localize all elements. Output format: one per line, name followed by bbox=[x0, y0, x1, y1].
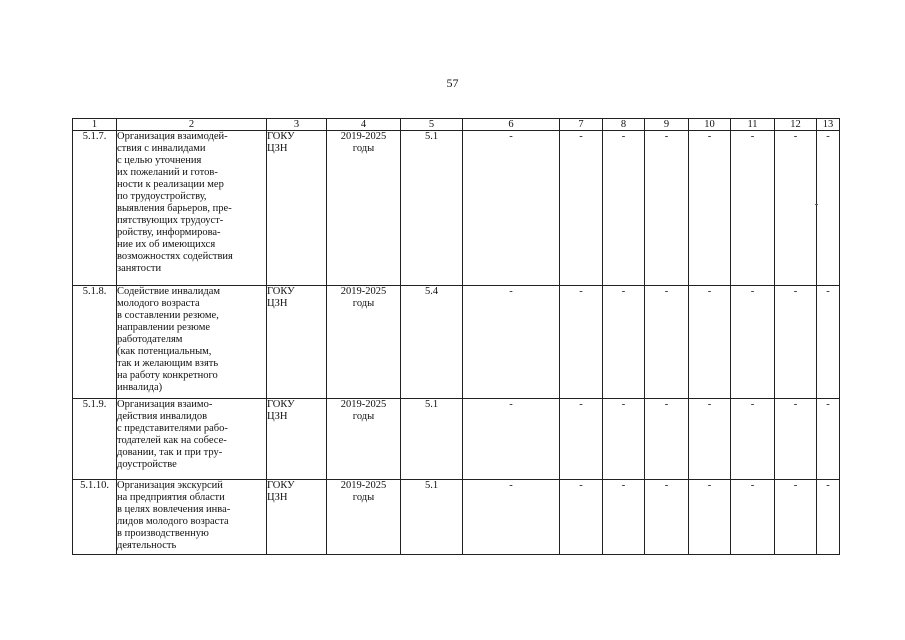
page-number: 57 bbox=[446, 76, 459, 90]
measure-name-line: на предприятия области bbox=[117, 492, 225, 503]
measure-name-line: ние их об имеющихся bbox=[117, 239, 216, 250]
measure-name-line: в составлении резюме, bbox=[117, 310, 219, 321]
measure-name bbox=[117, 131, 267, 286]
header-col-2: 2 bbox=[117, 119, 267, 131]
measures-table bbox=[72, 118, 840, 555]
row-number: 5.1.7. bbox=[73, 131, 117, 286]
executor bbox=[267, 286, 327, 399]
executor-line: ГОКУ bbox=[267, 286, 295, 297]
measure-name-line: молодого возраста bbox=[117, 298, 200, 309]
executor-line: ЦЗН bbox=[267, 492, 288, 503]
measure-name-line: Содействие инвалидам bbox=[117, 286, 221, 297]
measure-name-line: Организация взаимо- bbox=[117, 399, 213, 410]
measure-name-line: тодателей как на собесе- bbox=[117, 435, 227, 446]
period bbox=[327, 131, 401, 286]
value-cell: - bbox=[560, 131, 603, 286]
measure-name-line: по трудоустройству, bbox=[117, 191, 207, 202]
header-col-10: 10 bbox=[689, 119, 731, 131]
executor-line: ЦЗН bbox=[267, 143, 288, 154]
measure-name-line: доустройстве bbox=[117, 459, 177, 470]
measure-name-line: Организация взаимодей- bbox=[117, 131, 228, 142]
measure-name-line: занятости bbox=[117, 263, 162, 274]
value-cell: - bbox=[560, 480, 603, 555]
measure-name-line: ности к реализации мер bbox=[117, 179, 224, 190]
measure-name-line: выявления барьеров, пре- bbox=[117, 203, 232, 214]
value-cell: - bbox=[775, 399, 817, 480]
value-cell: - bbox=[560, 399, 603, 480]
measure-name-line: ствия с инвалидами bbox=[117, 143, 206, 154]
measure-name-line: Организация экскурсий bbox=[117, 480, 223, 491]
value-cell: - bbox=[463, 131, 560, 286]
executor-line: ГОКУ bbox=[267, 131, 295, 142]
value-cell: - bbox=[603, 399, 645, 480]
value-cell: - bbox=[689, 399, 731, 480]
header-col-11: 11 bbox=[731, 119, 775, 131]
executor-line: ЦЗН bbox=[267, 411, 288, 422]
table-row bbox=[73, 286, 840, 399]
period-line: 2019-2025 bbox=[340, 480, 387, 491]
measure-name-line: работодателям bbox=[117, 334, 183, 345]
header-col-1: 1 bbox=[73, 119, 117, 131]
header-col-3: 3 bbox=[267, 119, 327, 131]
value-cell: - bbox=[731, 286, 775, 399]
header-col-13: 13 bbox=[817, 119, 840, 131]
value-cell: - bbox=[689, 480, 731, 555]
value-cell: - bbox=[731, 480, 775, 555]
indicator-code: 5.1 bbox=[401, 399, 463, 480]
period-line: годы bbox=[352, 143, 375, 154]
header-col-12: 12 bbox=[775, 119, 817, 131]
row-number: 5.1.8. bbox=[73, 286, 117, 399]
value-cell: - bbox=[689, 131, 731, 286]
executor bbox=[267, 399, 327, 480]
period-line: 2019-2025 bbox=[340, 286, 387, 297]
value-cell: - bbox=[775, 480, 817, 555]
table-row bbox=[73, 131, 840, 286]
header-col-4: 4 bbox=[327, 119, 401, 131]
measure-name bbox=[117, 480, 267, 555]
measure-name-line: их пожеланий и готов- bbox=[117, 167, 218, 178]
executor bbox=[267, 480, 327, 555]
period-line: годы bbox=[352, 411, 375, 422]
value-cell: - bbox=[731, 131, 775, 286]
value-cell: - bbox=[731, 399, 775, 480]
value-cell: - bbox=[817, 286, 840, 399]
value-cell: - bbox=[645, 131, 689, 286]
executor-line: ГОКУ bbox=[267, 399, 295, 410]
indicator-code: 5.4 bbox=[401, 286, 463, 399]
measure-name-line: с целью уточнения bbox=[117, 155, 202, 166]
measure-name-line: лидов молодого возраста bbox=[117, 516, 229, 527]
period-line: 2019-2025 bbox=[340, 399, 387, 410]
value-cell: - bbox=[603, 131, 645, 286]
measure-name-line: в целях вовлечения инва- bbox=[117, 504, 231, 515]
executor bbox=[267, 131, 327, 286]
value-cell: - bbox=[463, 286, 560, 399]
measure-name-line: инвалида) bbox=[117, 382, 163, 393]
table-row bbox=[73, 480, 840, 555]
value-cell: - bbox=[463, 480, 560, 555]
measure-name bbox=[117, 286, 267, 399]
header-col-9: 9 bbox=[645, 119, 689, 131]
period bbox=[327, 286, 401, 399]
value-cell: - bbox=[603, 480, 645, 555]
header-col-8: 8 bbox=[603, 119, 645, 131]
period bbox=[327, 480, 401, 555]
value-cell: - bbox=[645, 286, 689, 399]
indicator-code: 5.1 bbox=[401, 131, 463, 286]
value-cell: - bbox=[645, 480, 689, 555]
period bbox=[327, 399, 401, 480]
measure-name-line: направлении резюме bbox=[117, 322, 211, 333]
measure-name-line: (как потенциальным, bbox=[117, 346, 212, 357]
table-row bbox=[73, 399, 840, 480]
measure-name-line: деятельность bbox=[117, 540, 177, 551]
value-cell: - bbox=[775, 286, 817, 399]
value-cell: - bbox=[560, 286, 603, 399]
measure-name-line: действия инвалидов bbox=[117, 411, 208, 422]
measure-name-line: довании, так и при тру- bbox=[117, 447, 223, 458]
value-cell: - bbox=[817, 399, 840, 480]
value-cell: - bbox=[817, 480, 840, 555]
value-cell: - bbox=[775, 131, 817, 286]
measure-name-line: возможностях содействия bbox=[117, 251, 233, 262]
row-number: 5.1.10. bbox=[73, 480, 117, 555]
value-cell: - bbox=[645, 399, 689, 480]
value-cell: - bbox=[463, 399, 560, 480]
measure-name bbox=[117, 399, 267, 480]
scan-mark bbox=[815, 204, 818, 205]
value-cell: - bbox=[603, 286, 645, 399]
measure-name-line: ройству, информирова- bbox=[117, 227, 221, 238]
period-line: годы bbox=[352, 492, 375, 503]
measure-name-line: с представителями рабо- bbox=[117, 423, 228, 434]
measure-name-line: пятствующих трудоуст- bbox=[117, 215, 224, 226]
executor-line: ЦЗН bbox=[267, 298, 288, 309]
row-number: 5.1.9. bbox=[73, 399, 117, 480]
header-col-6: 6 bbox=[463, 119, 560, 131]
measure-name-line: на работу конкретного bbox=[117, 370, 218, 381]
period-line: годы bbox=[352, 298, 375, 309]
header-col-7: 7 bbox=[560, 119, 603, 131]
header-col-5: 5 bbox=[401, 119, 463, 131]
period-line: 2019-2025 bbox=[340, 131, 387, 142]
header-row bbox=[73, 119, 840, 131]
executor-line: ГОКУ bbox=[267, 480, 295, 491]
measure-name-line: в производственную bbox=[117, 528, 209, 539]
indicator-code: 5.1 bbox=[401, 480, 463, 555]
value-cell: - bbox=[817, 131, 840, 286]
measure-name-line: так и желающим взять bbox=[117, 358, 219, 369]
value-cell: - bbox=[689, 286, 731, 399]
